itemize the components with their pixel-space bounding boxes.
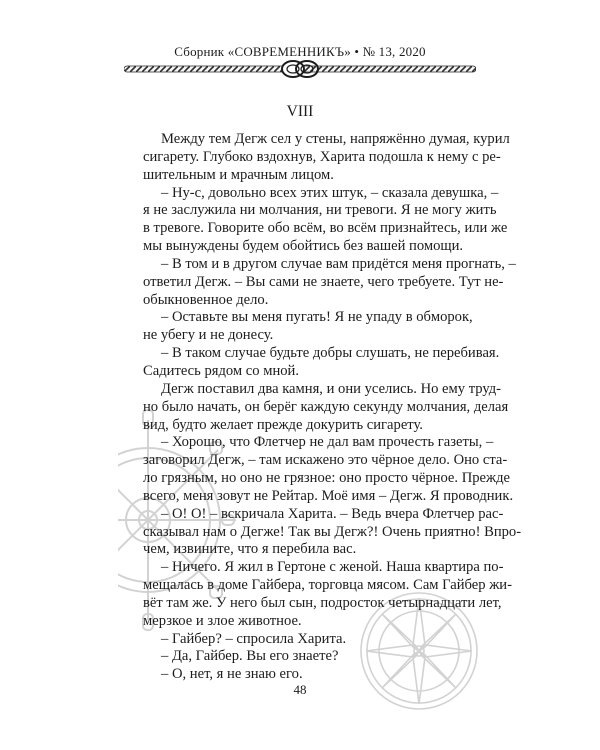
text-line: Дегж поставил два камня, и они уселись. Но ему труд-	[161, 380, 502, 397]
text-line: – В таком случае будьте добры слушать, не перебивая.	[161, 345, 500, 362]
text-line: всего, меня зовут не Рейтар. Моё имя – Дегж. Я проводник.	[143, 487, 514, 504]
text-line: обыкновенное дело.	[143, 291, 269, 308]
text-line: – Да, Гайбер. Вы его знаете?	[161, 648, 339, 665]
text-line: сказывал нам о Дегже! Так вы Дегж?! Очень приятно! Впро-	[143, 523, 522, 540]
text-line: – Ну-с, довольно всех этих штук, – сказала девушка, –	[161, 184, 499, 201]
knot-icon	[282, 61, 318, 77]
text-line: заговорил Дегж, – там искажено это чёрное дело. Оно ста-	[143, 452, 508, 469]
text-line: вёт там же. У него был сын, подросток четырнадцати лет,	[143, 594, 502, 611]
chapter-title: VIII	[286, 103, 314, 120]
text-line: – Оставьте вы меня пугать! Я не упаду в обморок,	[161, 309, 473, 326]
text-line: – Хорошо, что Флетчер не дал вам прочесть газеты, –	[161, 434, 494, 451]
text-line: Между тем Дегж сел у стены, напряжённо думая, курил	[161, 131, 510, 147]
page-number: 48	[293, 682, 307, 697]
rope-knot-divider	[124, 60, 476, 78]
body-text	[143, 131, 522, 684]
text-line: чем, извините, что я перебила вас.	[143, 541, 357, 558]
text-line: ло грязным, но оно не грязное: оно просто чёрное. Прежде	[143, 470, 511, 487]
text-line: мещалась в доме Гайбера, торговца мясом. Сам Гайбер жи-	[143, 577, 512, 594]
text-line: – Ничего. Я жил в Гертоне с женой. Наша квартира по-	[161, 559, 504, 576]
text-line: мерзкое и злое животное.	[143, 612, 302, 629]
running-header: Сборник «СОВРЕМЕННИКЪ» • № 13, 2020	[174, 44, 426, 59]
text-line: я не заслужила ни молчания, ни тревоги. Я не могу жить	[143, 202, 497, 219]
text-line: – Гайбер? – спросила Харита.	[161, 630, 347, 647]
text-line: – О, нет, я не знаю его.	[161, 666, 303, 683]
text-line: но было начать, он берёг каждую секунду молчания, делая	[143, 398, 509, 415]
text-line: не убегу и не донесу.	[143, 327, 274, 344]
text-line: вид, будто желает прежде докурить сигарету.	[143, 416, 423, 433]
text-line: сигарету. Глубоко вздохнув, Харита подошла к нему с ре-	[143, 148, 501, 165]
text-line: в тревоге. Говорите обо всём, во всём признайтесь, или же	[143, 220, 508, 237]
text-line: – В том и в другом случае вам придётся меня прогнать, –	[161, 255, 516, 272]
text-line: мы вынуждены будем обойтись без вашей помощи.	[143, 238, 464, 255]
text-line: – О! О! – вскричала Харита. – Ведь вчера Флетчер рас-	[161, 505, 504, 522]
text-line: ответил Дегж. – Вы сами не знаете, чего требуете. Тут не-	[143, 273, 504, 290]
text-line: шительным и мрачным лицом.	[143, 166, 334, 183]
text-line: Садитесь рядом со мной.	[143, 362, 300, 379]
